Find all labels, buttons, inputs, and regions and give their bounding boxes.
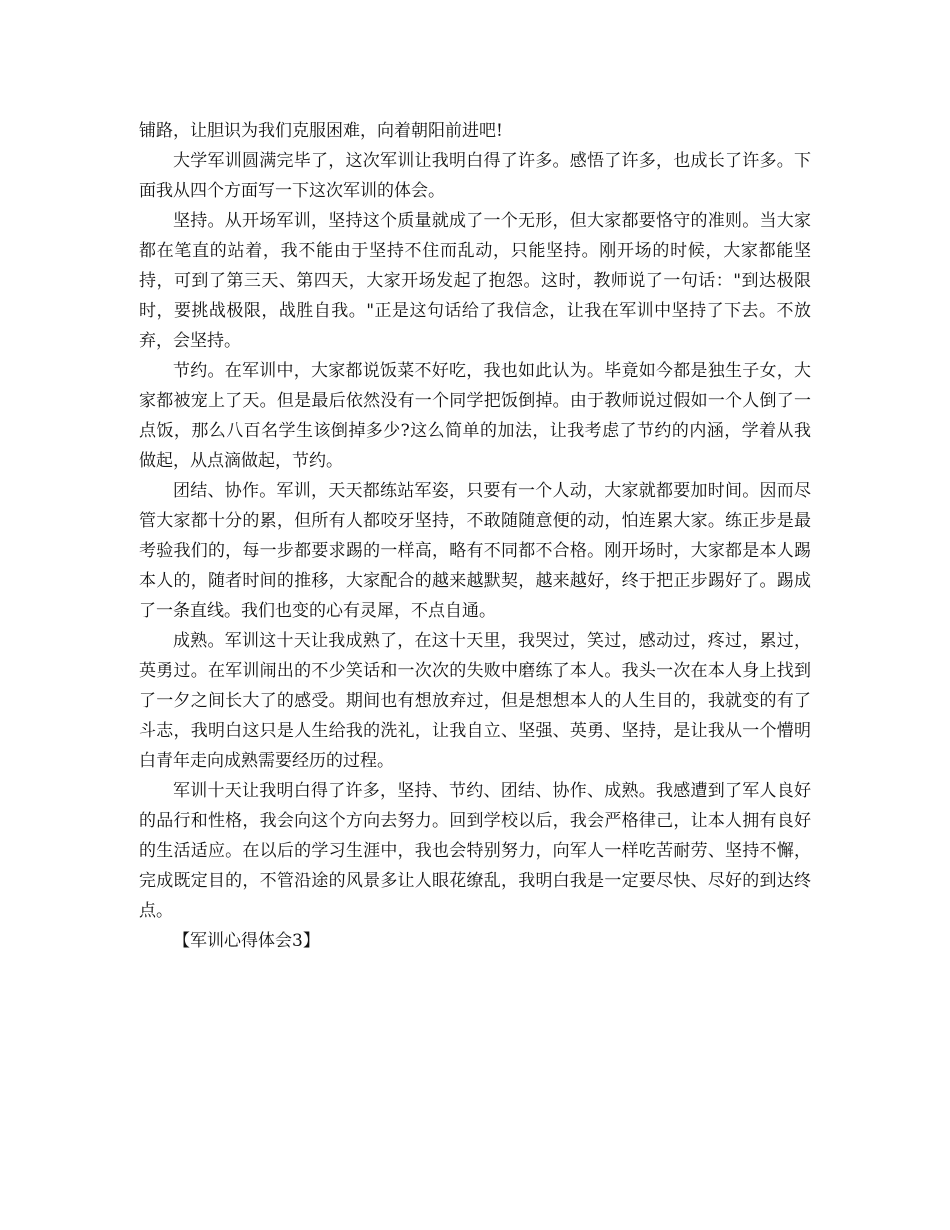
paragraph-maturity: 成熟。军训这十天让我成熟了，在这十天里，我哭过，笑过，感动过，疼过，累过，英勇过。在军训闹出的不少笑话和一次次的失败中磨练了本人。我头一次在本人身上找到了一夕之间长大了的感受。期间也有想放弃过，但是想想本人的人生目的，我就变的有了斗志，我明白这只是人生给我的洗礼，让我自立、坚强、英勇、坚持，是让我从一个懵明白青年走向成熟需要经历的过程。: [139, 631, 811, 771]
paragraph-conclusion: 军训十天让我明白得了许多，坚持、节约、团结、协作、成熟。我感遭到了军人良好的品行和性格，我会向这个方向去努力。回到学校以后，我会严格律己，让本人拥有良好的生活适应。在以后的学习生涯中，我也会特别努力，向军人一样吃苦耐劳、坚持不懈，完成既定目的，不管沿途的风景多让人眼花缭乱，我明白我是一定要尽快、尽好的到达终点。: [139, 781, 811, 921]
paragraph-thrift: 节约。在军训中，大家都说饭菜不好吃，我也如此认为。毕竟如今都是独生子女，大家都被宠上了天。但是最后依然没有一个同学把饭倒掉。由于教师说过假如一个人倒了一点饭，那么八百名学生该倒掉多少?这么简单的加法，让我考虑了节约的内涵，学着从我做起，从点滴做起，节约。: [139, 361, 811, 471]
paragraph-intro-end: 铺路，让胆识为我们克服困难，向着朝阳前进吧!: [139, 121, 503, 141]
paragraph-summary: 大学军训圆满完毕了，这次军训让我明白得了许多。感悟了许多，也成长了许多。下面我从四个方面写一下这次军训的体会。: [139, 151, 811, 201]
paragraph-teamwork: 团结、协作。军训，天天都练站军姿，只要有一个人动，大家就都要加时间。因而尽管大家都十分的累，但所有人都咬牙坚持，不敢随随意便的动，怕连累大家。练正步是最考验我们的，每一步都要求踢的一样高，略有不同都不合格。刚开场时，大家都是本人踢本人的，随者时间的推移，大家配合的越来越默契，越来越好，终于把正步踢好了。踢成了一条直线。我们也变的心有灵犀，不点自通。: [139, 481, 811, 621]
section-heading: 【军训心得体会3】: [173, 931, 320, 951]
paragraph-persistence: 坚持。从开场军训，坚持这个质量就成了一个无形，但大家都要恪守的准则。当大家都在笔直的站着，我不能由于坚持不住而乱动，只能坚持。刚开场的时候，大家都能坚持，可到了第三天、第四天，大家开场发起了抱怨。这时，教师说了一句话："到达极限时，要挑战极限，战胜自我。"正是这句话给了我信念，让我在军训中坚持了下去。不放弃，会坚持。: [139, 211, 811, 351]
document-page: [139, 116, 811, 956]
